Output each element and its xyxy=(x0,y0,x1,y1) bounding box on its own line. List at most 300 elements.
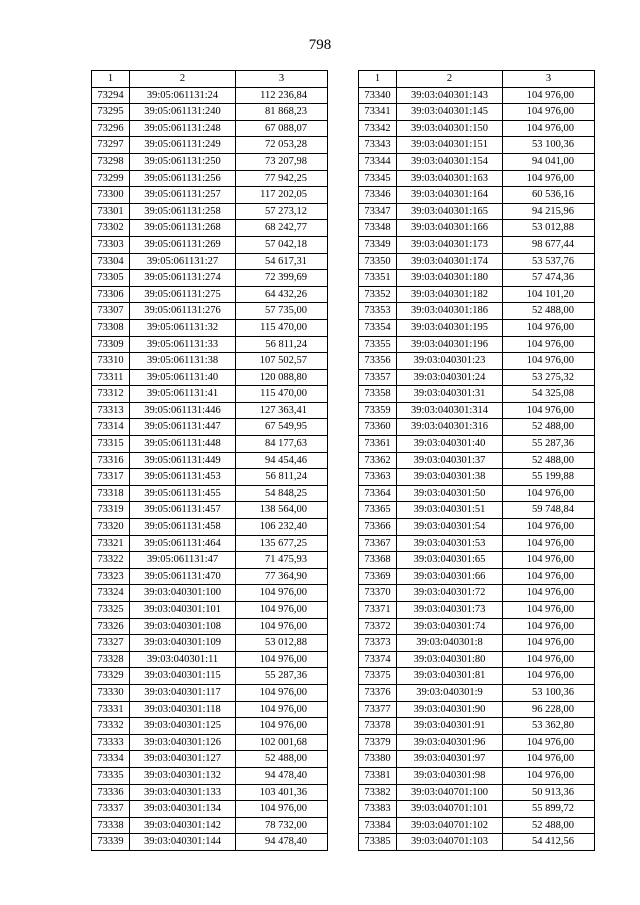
value: 55 199,88 xyxy=(503,469,595,486)
value: 107 502,57 xyxy=(236,353,328,370)
row-number: 73305 xyxy=(92,270,130,287)
table-row xyxy=(92,353,328,370)
cadastral-number: 39:05:061131:268 xyxy=(130,220,236,237)
cadastral-number: 39:03:040301:117 xyxy=(130,684,236,701)
value: 104 976,00 xyxy=(503,104,595,121)
table-row xyxy=(359,452,595,469)
cadastral-number: 39:05:061131:458 xyxy=(130,519,236,536)
cadastral-number: 39:05:061131:470 xyxy=(130,568,236,585)
row-number: 73322 xyxy=(92,552,130,569)
value: 59 748,84 xyxy=(503,502,595,519)
row-number: 73352 xyxy=(359,286,397,303)
table-row xyxy=(359,386,595,403)
value: 53 100,36 xyxy=(503,137,595,154)
table-row xyxy=(92,87,328,104)
cadastral-number: 39:03:040301:11 xyxy=(130,651,236,668)
table-row xyxy=(359,552,595,569)
cadastral-number: 39:05:061131:32 xyxy=(130,319,236,336)
value: 56 811,24 xyxy=(236,336,328,353)
cadastral-number: 39:03:040301:109 xyxy=(130,635,236,652)
value: 72 053,28 xyxy=(236,137,328,154)
value: 53 100,36 xyxy=(503,684,595,701)
cadastral-number: 39:03:040301:165 xyxy=(397,203,503,220)
cadastral-number: 39:03:040301:195 xyxy=(397,319,503,336)
value: 94 215,96 xyxy=(503,203,595,220)
row-number: 73333 xyxy=(92,734,130,751)
table-row xyxy=(92,170,328,187)
table-row xyxy=(359,602,595,619)
cadastral-number: 39:05:061131:453 xyxy=(130,469,236,486)
cadastral-number: 39:05:061131:449 xyxy=(130,452,236,469)
table-row xyxy=(359,236,595,253)
cadastral-number: 39:03:040301:80 xyxy=(397,651,503,668)
value: 104 976,00 xyxy=(236,585,328,602)
cadastral-number: 39:03:040301:316 xyxy=(397,419,503,436)
cadastral-number: 39:03:040301:151 xyxy=(397,137,503,154)
cadastral-number: 39:03:040301:133 xyxy=(130,784,236,801)
cadastral-number: 39:03:040301:91 xyxy=(397,718,503,735)
cadastral-number: 39:05:061131:40 xyxy=(130,369,236,386)
row-number: 73376 xyxy=(359,684,397,701)
cadastral-number: 39:03:040301:143 xyxy=(397,87,503,104)
row-number: 73328 xyxy=(92,651,130,668)
table-row xyxy=(92,535,328,552)
value: 55 899,72 xyxy=(503,801,595,818)
row-number: 73384 xyxy=(359,817,397,834)
cadastral-number: 39:05:061131:447 xyxy=(130,419,236,436)
value: 55 287,36 xyxy=(236,668,328,685)
cadastral-number: 39:05:061131:24 xyxy=(130,87,236,104)
value: 104 976,00 xyxy=(503,585,595,602)
row-number: 73354 xyxy=(359,319,397,336)
table-row xyxy=(359,220,595,237)
value: 67 088,07 xyxy=(236,120,328,137)
value: 115 470,00 xyxy=(236,386,328,403)
value: 104 976,00 xyxy=(503,402,595,419)
row-number: 73382 xyxy=(359,784,397,801)
value: 138 564,00 xyxy=(236,502,328,519)
row-number: 73380 xyxy=(359,751,397,768)
value: 52 488,00 xyxy=(503,419,595,436)
table-row xyxy=(92,585,328,602)
table-row xyxy=(359,817,595,834)
table-row xyxy=(359,369,595,386)
value: 104 976,00 xyxy=(236,618,328,635)
row-number: 73347 xyxy=(359,203,397,220)
row-number: 73366 xyxy=(359,519,397,536)
page-number: 798 xyxy=(308,37,332,53)
row-number: 73331 xyxy=(92,701,130,718)
value: 104 976,00 xyxy=(503,602,595,619)
table-row xyxy=(92,801,328,818)
cadastral-number: 39:03:040301:163 xyxy=(397,170,503,187)
row-number: 73297 xyxy=(92,137,130,154)
table-row xyxy=(359,286,595,303)
table-row xyxy=(359,137,595,154)
value: 77 364,90 xyxy=(236,568,328,585)
row-number: 73307 xyxy=(92,303,130,320)
row-number: 73312 xyxy=(92,386,130,403)
value: 53 012,88 xyxy=(236,635,328,652)
row-number: 73306 xyxy=(92,286,130,303)
row-number: 73310 xyxy=(92,353,130,370)
value: 53 012,88 xyxy=(503,220,595,237)
value: 94 478,40 xyxy=(236,767,328,784)
cadastral-number: 39:03:040301:115 xyxy=(130,668,236,685)
table-row xyxy=(92,120,328,137)
row-number: 73362 xyxy=(359,452,397,469)
row-number: 73368 xyxy=(359,552,397,569)
cadastral-number: 39:03:040301:101 xyxy=(130,602,236,619)
row-number: 73309 xyxy=(92,336,130,353)
row-number: 73327 xyxy=(92,635,130,652)
value: 84 177,63 xyxy=(236,436,328,453)
value: 54 848,25 xyxy=(236,485,328,502)
value: 96 228,00 xyxy=(503,701,595,718)
cadastral-number: 39:05:061131:448 xyxy=(130,436,236,453)
value: 68 242,77 xyxy=(236,220,328,237)
cadastral-number: 39:03:040301:182 xyxy=(397,286,503,303)
row-number: 73348 xyxy=(359,220,397,237)
table-row xyxy=(359,635,595,652)
value: 57 273,12 xyxy=(236,203,328,220)
cadastral-number: 39:03:040301:72 xyxy=(397,585,503,602)
table-row xyxy=(359,535,595,552)
value: 104 976,00 xyxy=(503,651,595,668)
table-row xyxy=(92,635,328,652)
row-number: 73300 xyxy=(92,187,130,204)
row-number: 73364 xyxy=(359,485,397,502)
cadastral-number: 39:03:040301:173 xyxy=(397,236,503,253)
value: 50 913,36 xyxy=(503,784,595,801)
table-row xyxy=(359,801,595,818)
row-number: 73319 xyxy=(92,502,130,519)
cadastral-number: 39:03:040301:97 xyxy=(397,751,503,768)
cadastral-number: 39:03:040301:73 xyxy=(397,602,503,619)
value: 94 478,40 xyxy=(236,834,328,851)
row-number: 73335 xyxy=(92,767,130,784)
value: 54 617,31 xyxy=(236,253,328,270)
cadastral-number: 39:03:040301:98 xyxy=(397,767,503,784)
table-row xyxy=(92,270,328,287)
cadastral-number: 39:03:040301:96 xyxy=(397,734,503,751)
column-header-3: 3 xyxy=(503,71,595,88)
table-row xyxy=(92,104,328,121)
row-number: 73295 xyxy=(92,104,130,121)
value: 98 677,44 xyxy=(503,236,595,253)
table-row xyxy=(359,469,595,486)
table-row xyxy=(92,286,328,303)
cadastral-number: 39:03:040701:100 xyxy=(397,784,503,801)
table-row xyxy=(359,668,595,685)
table-row xyxy=(92,469,328,486)
table-row xyxy=(359,87,595,104)
row-number: 73318 xyxy=(92,485,130,502)
right-table-body xyxy=(359,71,595,851)
cadastral-number: 39:03:040301:23 xyxy=(397,353,503,370)
header-row xyxy=(359,71,595,88)
cadastral-number: 39:03:040301:125 xyxy=(130,718,236,735)
column-header-1: 1 xyxy=(92,71,130,88)
value: 127 363,41 xyxy=(236,402,328,419)
table-row xyxy=(359,187,595,204)
row-number: 73330 xyxy=(92,684,130,701)
table-row xyxy=(92,651,328,668)
cadastral-number: 39:03:040301:118 xyxy=(130,701,236,718)
table-row xyxy=(92,485,328,502)
cadastral-number: 39:03:040301:65 xyxy=(397,552,503,569)
cadastral-number: 39:05:061131:455 xyxy=(130,485,236,502)
value: 104 976,00 xyxy=(503,767,595,784)
table-row xyxy=(359,568,595,585)
table-row xyxy=(359,701,595,718)
cadastral-number: 39:03:040301:108 xyxy=(130,618,236,635)
table-row xyxy=(92,668,328,685)
value: 104 976,00 xyxy=(503,552,595,569)
row-number: 73296 xyxy=(92,120,130,137)
value: 57 474,36 xyxy=(503,270,595,287)
left-table xyxy=(91,70,328,851)
value: 60 536,16 xyxy=(503,187,595,204)
table-row xyxy=(92,701,328,718)
table-row xyxy=(92,303,328,320)
value: 104 976,00 xyxy=(503,170,595,187)
table-row xyxy=(359,784,595,801)
cadastral-number: 39:03:040301:164 xyxy=(397,187,503,204)
row-number: 73313 xyxy=(92,402,130,419)
value: 112 236,84 xyxy=(236,87,328,104)
cadastral-number: 39:03:040301:134 xyxy=(130,801,236,818)
table-row xyxy=(359,502,595,519)
cadastral-number: 39:05:061131:47 xyxy=(130,552,236,569)
value: 104 976,00 xyxy=(503,87,595,104)
row-number: 73351 xyxy=(359,270,397,287)
value: 106 232,40 xyxy=(236,519,328,536)
cadastral-number: 39:03:040301:314 xyxy=(397,402,503,419)
cadastral-number: 39:03:040301:154 xyxy=(397,153,503,170)
cadastral-number: 39:03:040301:38 xyxy=(397,469,503,486)
cadastral-number: 39:03:040301:142 xyxy=(130,817,236,834)
value: 104 976,00 xyxy=(236,651,328,668)
right-table xyxy=(358,70,595,851)
cadastral-number: 39:03:040301:100 xyxy=(130,585,236,602)
cadastral-number: 39:05:061131:250 xyxy=(130,153,236,170)
table-row xyxy=(359,485,595,502)
table-row xyxy=(359,170,595,187)
value: 81 868,23 xyxy=(236,104,328,121)
cadastral-number: 39:03:040301:51 xyxy=(397,502,503,519)
table-row xyxy=(359,751,595,768)
table-row xyxy=(92,502,328,519)
table-row xyxy=(359,767,595,784)
table-row xyxy=(92,153,328,170)
cadastral-number: 39:03:040301:8 xyxy=(397,635,503,652)
table-row xyxy=(92,452,328,469)
cadastral-number: 39:03:040301:74 xyxy=(397,618,503,635)
value: 52 488,00 xyxy=(503,817,595,834)
cadastral-number: 39:05:061131:258 xyxy=(130,203,236,220)
value: 104 976,00 xyxy=(503,535,595,552)
value: 102 001,68 xyxy=(236,734,328,751)
row-number: 73334 xyxy=(92,751,130,768)
row-number: 73365 xyxy=(359,502,397,519)
value: 104 976,00 xyxy=(503,618,595,635)
cadastral-number: 39:03:040301:9 xyxy=(397,684,503,701)
cadastral-number: 39:05:061131:38 xyxy=(130,353,236,370)
value: 104 976,00 xyxy=(503,734,595,751)
table-row xyxy=(359,519,595,536)
row-number: 73325 xyxy=(92,602,130,619)
row-number: 73346 xyxy=(359,187,397,204)
table-row xyxy=(359,153,595,170)
row-number: 73314 xyxy=(92,419,130,436)
table-row xyxy=(92,137,328,154)
cadastral-number: 39:05:061131:41 xyxy=(130,386,236,403)
value: 55 287,36 xyxy=(503,436,595,453)
cadastral-number: 39:05:061131:446 xyxy=(130,402,236,419)
row-number: 73355 xyxy=(359,336,397,353)
table-row xyxy=(359,402,595,419)
table-row xyxy=(359,120,595,137)
cadastral-number: 39:05:061131:269 xyxy=(130,236,236,253)
value: 104 976,00 xyxy=(236,701,328,718)
row-number: 73363 xyxy=(359,469,397,486)
value: 53 362,80 xyxy=(503,718,595,735)
value: 57 042,18 xyxy=(236,236,328,253)
row-number: 73326 xyxy=(92,618,130,635)
value: 71 475,93 xyxy=(236,552,328,569)
table-row xyxy=(92,220,328,237)
left-table-body xyxy=(92,71,328,851)
cadastral-number: 39:05:061131:256 xyxy=(130,170,236,187)
value: 104 976,00 xyxy=(503,751,595,768)
cadastral-number: 39:03:040301:174 xyxy=(397,253,503,270)
cadastral-number: 39:03:040301:166 xyxy=(397,220,503,237)
cadastral-number: 39:05:061131:276 xyxy=(130,303,236,320)
table-row xyxy=(359,436,595,453)
cadastral-number: 39:03:040301:50 xyxy=(397,485,503,502)
cadastral-number: 39:05:061131:249 xyxy=(130,137,236,154)
row-number: 73340 xyxy=(359,87,397,104)
table-row xyxy=(92,784,328,801)
value: 104 976,00 xyxy=(503,668,595,685)
table-row xyxy=(359,104,595,121)
row-number: 73302 xyxy=(92,220,130,237)
row-number: 73375 xyxy=(359,668,397,685)
row-number: 73323 xyxy=(92,568,130,585)
row-number: 73378 xyxy=(359,718,397,735)
row-number: 73342 xyxy=(359,120,397,137)
table-row xyxy=(92,834,328,851)
row-number: 73372 xyxy=(359,618,397,635)
table-row xyxy=(92,336,328,353)
table-row xyxy=(92,568,328,585)
row-number: 73337 xyxy=(92,801,130,818)
cadastral-number: 39:03:040301:126 xyxy=(130,734,236,751)
row-number: 73316 xyxy=(92,452,130,469)
cadastral-number: 39:05:061131:257 xyxy=(130,187,236,204)
row-number: 73304 xyxy=(92,253,130,270)
row-number: 73353 xyxy=(359,303,397,320)
row-number: 73377 xyxy=(359,701,397,718)
table-row xyxy=(92,718,328,735)
table-row xyxy=(92,552,328,569)
table-row xyxy=(92,386,328,403)
column-header-2: 2 xyxy=(130,71,236,88)
row-number: 73350 xyxy=(359,253,397,270)
row-number: 73369 xyxy=(359,568,397,585)
cadastral-number: 39:03:040301:150 xyxy=(397,120,503,137)
row-number: 73329 xyxy=(92,668,130,685)
table-row xyxy=(359,253,595,270)
cadastral-number: 39:05:061131:464 xyxy=(130,535,236,552)
value: 104 976,00 xyxy=(503,336,595,353)
cadastral-number: 39:03:040301:24 xyxy=(397,369,503,386)
value: 53 537,76 xyxy=(503,253,595,270)
cadastral-number: 39:05:061131:274 xyxy=(130,270,236,287)
cadastral-number: 39:03:040301:40 xyxy=(397,436,503,453)
value: 104 976,00 xyxy=(503,635,595,652)
value: 104 976,00 xyxy=(236,801,328,818)
row-number: 73332 xyxy=(92,718,130,735)
cadastral-number: 39:03:040301:180 xyxy=(397,270,503,287)
row-number: 73373 xyxy=(359,635,397,652)
table-row xyxy=(359,651,595,668)
cadastral-number: 39:03:040301:132 xyxy=(130,767,236,784)
row-number: 73315 xyxy=(92,436,130,453)
value: 52 488,00 xyxy=(503,303,595,320)
value: 64 432,26 xyxy=(236,286,328,303)
cadastral-number: 39:05:061131:33 xyxy=(130,336,236,353)
value: 53 275,32 xyxy=(503,369,595,386)
table-row xyxy=(92,203,328,220)
value: 72 399,69 xyxy=(236,270,328,287)
value: 52 488,00 xyxy=(503,452,595,469)
table-row xyxy=(92,618,328,635)
table-row xyxy=(92,236,328,253)
value: 104 101,20 xyxy=(503,286,595,303)
table-row xyxy=(92,817,328,834)
cadastral-number: 39:03:040701:101 xyxy=(397,801,503,818)
row-number: 73311 xyxy=(92,369,130,386)
row-number: 73358 xyxy=(359,386,397,403)
value: 104 976,00 xyxy=(503,568,595,585)
column-header-3: 3 xyxy=(236,71,328,88)
row-number: 73338 xyxy=(92,817,130,834)
table-row xyxy=(92,602,328,619)
cadastral-number: 39:05:061131:457 xyxy=(130,502,236,519)
value: 56 811,24 xyxy=(236,469,328,486)
table-row xyxy=(92,253,328,270)
value: 57 735,00 xyxy=(236,303,328,320)
row-number: 73294 xyxy=(92,87,130,104)
value: 104 976,00 xyxy=(236,718,328,735)
value: 67 549,95 xyxy=(236,419,328,436)
value: 94 454,46 xyxy=(236,452,328,469)
row-number: 73383 xyxy=(359,801,397,818)
cadastral-number: 39:03:040301:54 xyxy=(397,519,503,536)
value: 104 976,00 xyxy=(236,602,328,619)
table-row xyxy=(92,402,328,419)
column-header-1: 1 xyxy=(359,71,397,88)
table-row xyxy=(359,419,595,436)
cadastral-number: 39:05:061131:27 xyxy=(130,253,236,270)
table-row xyxy=(92,751,328,768)
value: 104 976,00 xyxy=(503,319,595,336)
table-row xyxy=(359,336,595,353)
row-number: 73321 xyxy=(92,535,130,552)
row-number: 73379 xyxy=(359,734,397,751)
